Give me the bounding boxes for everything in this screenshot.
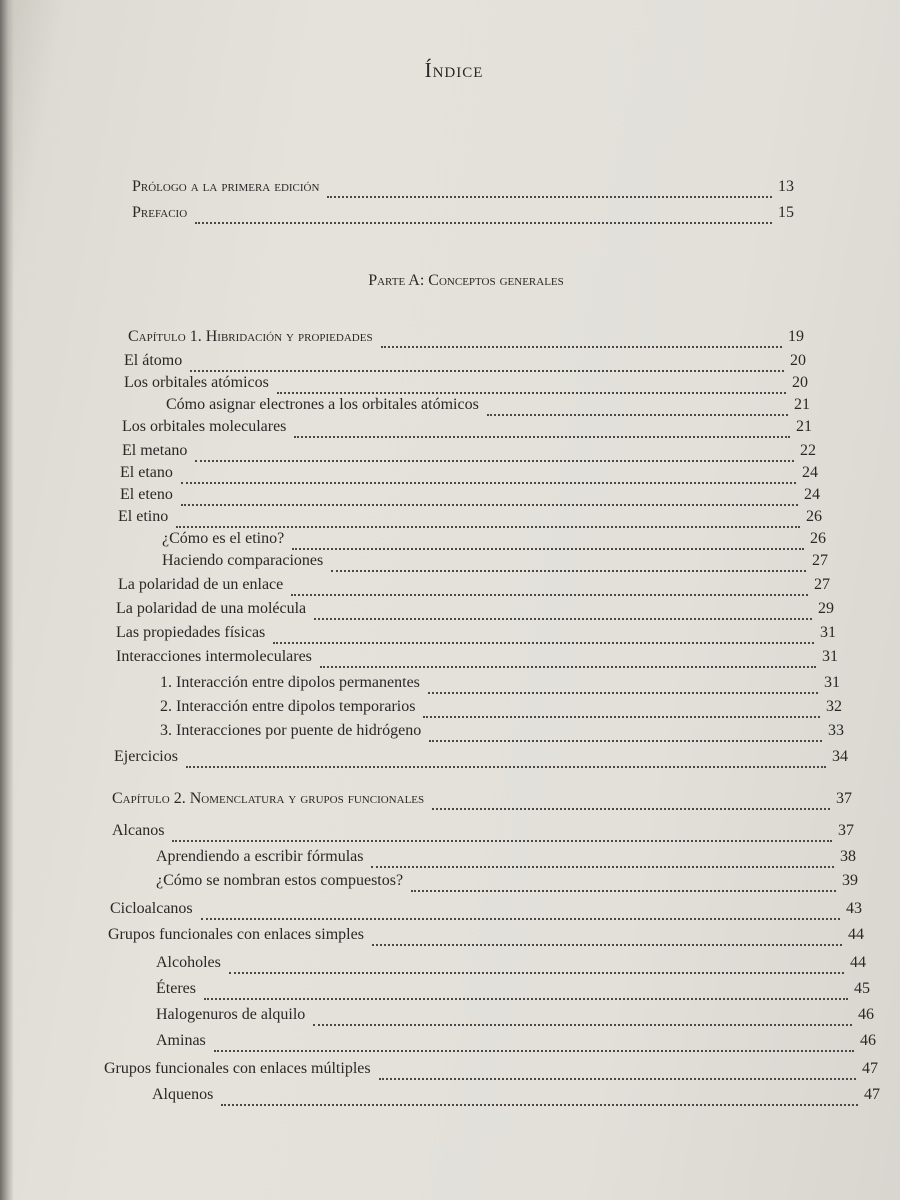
leader-dots <box>277 390 786 394</box>
toc-entry-label: Aprendiendo a escribir fórmulas <box>156 848 364 865</box>
toc-entry-page: 27 <box>814 576 830 593</box>
toc-entry <box>162 552 828 578</box>
toc-entry-page: 31 <box>824 674 840 691</box>
toc-entry <box>116 600 834 626</box>
toc-entry-label: Grupos funcionales con enlaces múltiples <box>104 1060 371 1077</box>
toc-entry <box>114 748 848 774</box>
toc-entry-page: 13 <box>778 178 794 195</box>
leader-dots <box>429 738 822 742</box>
toc-entry-page: 44 <box>848 926 864 943</box>
toc-entry <box>152 1086 880 1112</box>
toc-entry <box>156 1032 876 1058</box>
leader-dots <box>320 664 816 668</box>
leader-dots <box>381 344 782 348</box>
page-title: Índice <box>424 58 484 82</box>
leader-dots <box>423 714 820 718</box>
toc-entry-label: Los orbitales moleculares <box>122 418 287 435</box>
leader-dots <box>273 640 814 644</box>
leader-dots <box>195 458 794 462</box>
toc-entry-label: Prefacio <box>132 204 188 221</box>
leader-dots <box>172 838 832 842</box>
leader-dots <box>195 220 772 224</box>
toc-entry-page: 46 <box>858 1006 874 1023</box>
toc-entry-page: 33 <box>828 722 844 739</box>
toc-entry-page: 32 <box>826 698 842 715</box>
toc-entry-page: 20 <box>792 374 808 391</box>
toc-entry-label: Alcanos <box>112 822 165 839</box>
toc-entry-page: 26 <box>806 508 822 525</box>
toc-entry-page: 21 <box>796 418 812 435</box>
leader-dots <box>294 434 790 438</box>
toc-entry-page: 31 <box>820 624 836 641</box>
toc-entry-label: Capítulo 1. Hibridación y propiedades <box>128 328 373 345</box>
toc-entry-page: 29 <box>818 600 834 617</box>
toc-entry-page: 46 <box>860 1032 876 1049</box>
toc-entry-label: Prólogo a la primera edición <box>132 178 320 195</box>
toc-entry <box>116 624 836 650</box>
toc-entry-page: 20 <box>790 352 806 369</box>
toc-entry-label: Interacciones intermoleculares <box>116 648 312 665</box>
toc-entry-label: La polaridad de una molécula <box>116 600 307 617</box>
toc-entry <box>156 848 856 874</box>
toc-entry <box>156 1006 874 1032</box>
toc-entry-page: 22 <box>800 442 816 459</box>
toc-entry-label: Halogenuros de alquilo <box>156 1006 306 1023</box>
toc-entry-label: Alquenos <box>152 1086 214 1103</box>
toc-entry-label: Haciendo comparaciones <box>162 552 324 569</box>
toc-entry <box>110 900 862 926</box>
leader-dots <box>181 480 796 484</box>
toc-entry <box>118 576 830 602</box>
toc-entry-page: 43 <box>846 900 862 917</box>
toc-entry-label: Cómo asignar electrones a los orbitales atómicos <box>166 396 479 413</box>
leader-dots <box>291 592 808 596</box>
leader-dots <box>229 970 844 974</box>
toc-entry-page: 45 <box>854 980 870 997</box>
book-gutter-shadow <box>0 0 14 1200</box>
leader-dots <box>379 1076 856 1080</box>
toc-entry-page: 47 <box>862 1060 878 1077</box>
leader-dots <box>327 194 772 198</box>
leader-dots <box>372 942 842 946</box>
toc-entry-label: El etino <box>118 508 169 525</box>
toc-entry <box>160 722 844 748</box>
toc-entry-page: 44 <box>850 954 866 971</box>
toc-entry-label: El átomo <box>124 352 183 369</box>
toc-entry <box>108 926 864 952</box>
toc-entry-label: 3. Interacciones por puente de hidrógeno <box>160 722 422 739</box>
toc-entry-label: Alcoholes <box>156 954 221 971</box>
leader-dots <box>371 864 834 868</box>
leader-dots <box>428 690 818 694</box>
leader-dots <box>186 764 826 768</box>
toc-entry-page: 24 <box>804 486 820 503</box>
leader-dots <box>214 1048 854 1052</box>
toc-entry-page: 37 <box>838 822 854 839</box>
leader-dots <box>331 568 806 572</box>
part-heading: Parte A: Conceptos generales <box>368 272 564 289</box>
leader-dots <box>201 916 840 920</box>
toc-entry-label: ¿Cómo se nombran estos compuestos? <box>156 872 404 889</box>
toc-entry-prologo <box>132 178 794 204</box>
toc-entry-label: 2. Interacción entre dipolos temporarios <box>160 698 416 715</box>
toc-entry-page: 24 <box>802 464 818 481</box>
leader-dots <box>432 806 830 810</box>
toc-entry <box>112 822 854 848</box>
toc-entry-label: Aminas <box>156 1032 206 1049</box>
leader-dots <box>181 502 798 506</box>
toc-entry-page: 19 <box>788 328 804 345</box>
leader-dots <box>487 412 788 416</box>
toc-entry-page: 47 <box>864 1086 880 1103</box>
toc-entry-label: El metano <box>122 442 188 459</box>
toc-entry <box>160 674 840 700</box>
toc-entry-label: Grupos funcionales con enlaces simples <box>108 926 364 943</box>
leader-dots <box>221 1102 858 1106</box>
toc-entry <box>156 980 870 1006</box>
toc-entry-page: 37 <box>836 790 852 807</box>
toc-entry-page: 31 <box>822 648 838 665</box>
leader-dots <box>176 524 800 528</box>
toc-entry <box>160 698 842 724</box>
toc-entry-page: 21 <box>794 396 810 413</box>
leader-dots <box>190 368 784 372</box>
toc-entry-label: 1. Interacción entre dipolos permanentes <box>160 674 420 691</box>
toc-entry-page: 26 <box>810 530 826 547</box>
leader-dots <box>411 888 836 892</box>
leader-dots <box>313 1022 852 1026</box>
toc-entry <box>104 1060 878 1086</box>
toc-entry <box>156 872 858 898</box>
toc-entry-page: 39 <box>842 872 858 889</box>
leader-dots <box>204 996 848 1000</box>
toc-entry-label: La polaridad de un enlace <box>118 576 284 593</box>
toc-entry-label: ¿Cómo es el etino? <box>162 530 285 547</box>
toc-entry-label: El etano <box>120 464 173 481</box>
toc-entry <box>116 648 838 674</box>
toc-entry-label: Las propiedades físicas <box>116 624 266 641</box>
leader-dots <box>292 546 804 550</box>
toc-entry-label: El eteno <box>120 486 173 503</box>
toc-entry-label: Cicloalcanos <box>110 900 193 917</box>
toc-entry <box>122 418 812 444</box>
toc-entry-label: Los orbitales atómicos <box>124 374 269 391</box>
toc-entry-page: 38 <box>840 848 856 865</box>
toc-entry-label: Éteres <box>156 980 196 997</box>
chapter-2-title <box>112 790 852 816</box>
toc-entry-page: 15 <box>778 204 794 221</box>
leader-dots <box>314 616 812 620</box>
toc-entry-label: Capítulo 2. Nomenclatura y grupos funcionales <box>112 790 425 807</box>
toc-entry-page: 34 <box>832 748 848 765</box>
toc-entry-prefacio <box>132 204 794 230</box>
toc-entry <box>156 954 866 980</box>
chapter-1-title <box>128 328 804 354</box>
toc-entry-label: Ejercicios <box>114 748 178 765</box>
toc-entry-page: 27 <box>812 552 828 569</box>
